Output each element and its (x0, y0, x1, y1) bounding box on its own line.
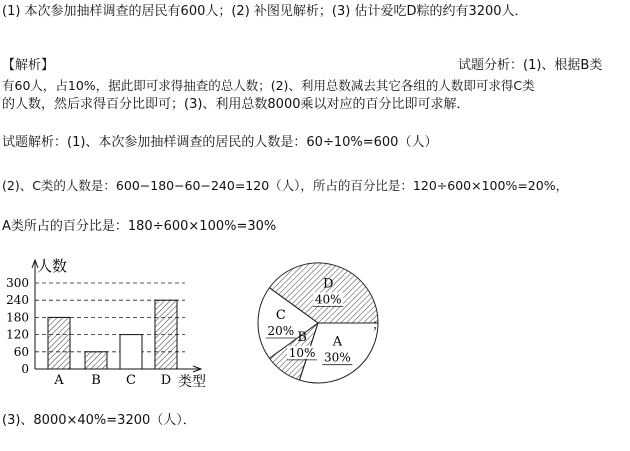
pie-pct-a: 30% (324, 350, 351, 365)
bar-c (120, 335, 142, 369)
pie-label-d: D (322, 276, 334, 292)
x-tick-label: A (54, 373, 64, 388)
y-tick-label: 0 (21, 362, 29, 376)
y-tick-label: 180 (6, 310, 29, 325)
y-tick-label: 300 (6, 276, 29, 290)
y-axis-label: 人数 (37, 257, 68, 275)
y-tick-label: 240 (6, 293, 29, 308)
semicolon-text: ； (372, 318, 386, 333)
bar-b (85, 352, 107, 369)
analysis-line-1: 有60人，占10%，据此即可求得抽查的总人数；(2)、利用总数减去其它各组的人数即可求得C类 (2, 78, 535, 93)
pie-pct-d: 40% (314, 292, 342, 307)
x-tick-label: B (91, 373, 101, 388)
pie-pct-b: 10% (288, 345, 316, 360)
answer-summary: (1) 本次参加抽样调查的居民有600人；(2) 补图见解析；(3) 估计爱吃D粽的约有3200人． (2, 4, 528, 19)
analysis-line-2: 的人数，然后求得百分比即可；(3)、利用总数8000乘以对应的百分比即可求解． (2, 97, 470, 112)
solution-line-1: 试题解析：(1)、本次参加抽样调查的居民的人数是：60÷10%=600（人） (2, 135, 438, 150)
x-tick-label: C (126, 373, 136, 388)
x-tick-label: D (160, 373, 172, 388)
solution-line-3: (3)、8000×40%=3200（人）． (2, 413, 196, 428)
analysis-heading: 【解析】 (2, 58, 55, 73)
solution-line-a: A类所占的百分比是：180÷600×100%=30% (2, 219, 277, 234)
bar-chart (0, 250, 240, 400)
bar-d (155, 300, 177, 369)
x-axis-label: 类型 (178, 374, 206, 390)
pie-pct-c: 20% (267, 324, 295, 338)
pie-label-a: A (332, 334, 343, 350)
pie-chart (250, 255, 390, 395)
analysis-intro: 试题分析：(1)、根据B类 (458, 58, 603, 73)
pie-label-c: C (275, 308, 286, 323)
y-tick-label: 60 (13, 344, 29, 359)
y-tick-label: 120 (6, 327, 29, 342)
solution-line-c: (2)、C类的人数是：600−180−60−240=120（人），所占的百分比是：120÷600×100%=20%， (2, 178, 569, 193)
chart-area (0, 250, 630, 400)
bar-a (48, 317, 70, 369)
pie-label-b: B (297, 329, 307, 345)
